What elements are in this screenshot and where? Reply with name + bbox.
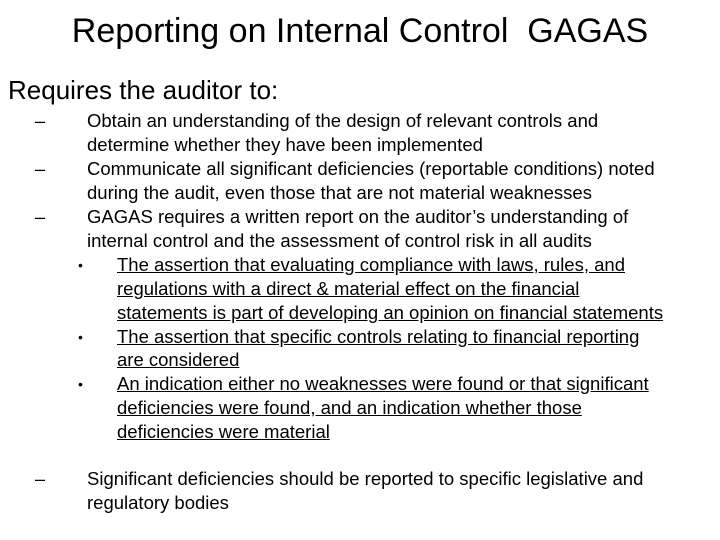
sub-item-line: regulations with a direct & material effect on the financial xyxy=(117,278,580,299)
item-line: internal control and the assessment of control risk in all audits xyxy=(87,230,592,251)
sub-item-line: The assertion that specific controls relating to financial reporting xyxy=(117,326,640,347)
item-line: Obtain an understanding of the design of relevant controls and xyxy=(87,110,599,131)
sub-item-line: deficiencies were material xyxy=(117,421,330,442)
dot-bullet-icon: • xyxy=(78,257,83,273)
sub-item-line: statements is part of developing an opinion on financial statements xyxy=(117,302,664,323)
slide-title: Reporting on Internal Control GAGAS xyxy=(71,12,649,50)
item-line: regulatory bodies xyxy=(87,492,229,513)
slide-subtitle: Requires the auditor to: xyxy=(8,75,279,105)
item-line: Communicate all significant deficiencies (reportable conditions) noted xyxy=(87,158,655,179)
sub-item-line: deficiencies were found, and an indication whether those xyxy=(117,397,582,418)
dash-bullet-icon: – xyxy=(35,207,46,227)
sub-item-line: The assertion that evaluating compliance with laws, rules, and xyxy=(117,254,625,275)
dash-bullet-icon: – xyxy=(35,469,46,489)
dot-bullet-icon: • xyxy=(78,376,83,392)
sub-item-line: are considered xyxy=(117,349,240,370)
dash-bullet-icon: – xyxy=(35,111,46,131)
item-line: determine whether they have been implemented xyxy=(87,134,483,155)
item-line: during the audit, even those that are not material weaknesses xyxy=(87,182,592,203)
dot-bullet-icon: • xyxy=(78,329,83,345)
dash-bullet-icon: – xyxy=(35,159,46,179)
item-line: Significant deficiencies should be reported to specific legislative and xyxy=(87,468,644,489)
item-line: GAGAS requires a written report on the auditor’s understanding of xyxy=(87,206,629,227)
sub-item-line: An indication either no weaknesses were found or that significant xyxy=(117,373,649,394)
